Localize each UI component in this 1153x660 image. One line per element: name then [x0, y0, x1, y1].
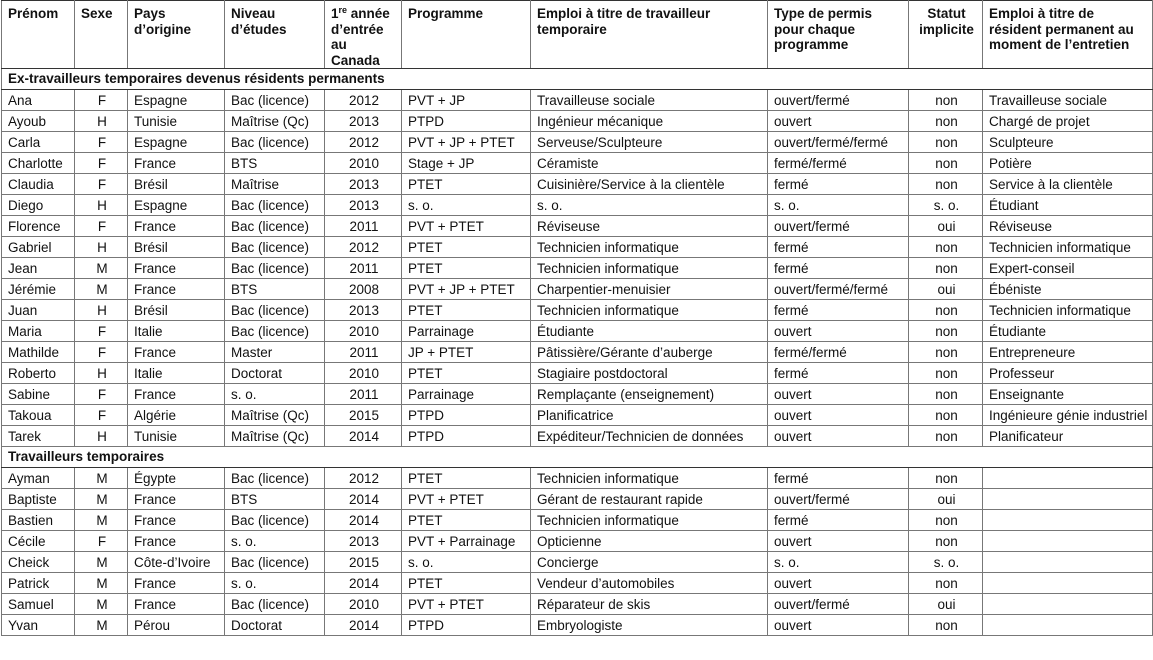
col-header-statut: Statut implicite	[909, 1, 983, 69]
cell-sexe: H	[75, 237, 128, 258]
cell-pays: Côte-d’Ivoire	[128, 552, 225, 573]
table-row	[2, 258, 1153, 279]
cell-emploi-temp: Technicien informatique	[531, 300, 768, 321]
col-header-sexe: Sexe	[75, 1, 128, 69]
cell-sexe: H	[75, 363, 128, 384]
col-header-pays: Pays d’origine	[128, 1, 225, 69]
cell-niveau: s. o.	[225, 531, 325, 552]
cell-emploi-temp: Planificatrice	[531, 405, 768, 426]
cell-emploi-temp: Réparateur de skis	[531, 594, 768, 615]
cell-sexe: F	[75, 90, 128, 111]
cell-permis: ouvert/fermé/fermé	[768, 279, 909, 300]
cell-annee: 2015	[325, 405, 402, 426]
cell-emploi-temp: Pâtissière/Gérante d’auberge	[531, 342, 768, 363]
cell-emploi-rp: Travailleuse sociale	[983, 90, 1153, 111]
cell-niveau: Bac (licence)	[225, 552, 325, 573]
cell-annee: 2014	[325, 489, 402, 510]
cell-sexe: M	[75, 510, 128, 531]
cell-niveau: Maîtrise	[225, 174, 325, 195]
cell-pays: France	[128, 531, 225, 552]
cell-programme: PTET	[402, 300, 531, 321]
cell-programme: Parrainage	[402, 384, 531, 405]
cell-permis: ouvert	[768, 426, 909, 447]
cell-statut: non	[909, 237, 983, 258]
cell-pays: Italie	[128, 363, 225, 384]
cell-emploi-rp: Étudiant	[983, 195, 1153, 216]
cell-emploi-rp: Service à la clientèle	[983, 174, 1153, 195]
cell-pays: France	[128, 594, 225, 615]
cell-pays: France	[128, 573, 225, 594]
cell-sexe: M	[75, 573, 128, 594]
cell-annee: 2011	[325, 342, 402, 363]
table-row	[2, 510, 1153, 531]
cell-prenom: Cécile	[2, 531, 75, 552]
table-row	[2, 594, 1153, 615]
cell-niveau: Bac (licence)	[225, 300, 325, 321]
cell-annee: 2014	[325, 615, 402, 636]
cell-programme: PVT + JP	[402, 90, 531, 111]
cell-sexe: M	[75, 489, 128, 510]
cell-niveau: Doctorat	[225, 363, 325, 384]
cell-annee: 2013	[325, 111, 402, 132]
cell-niveau: BTS	[225, 153, 325, 174]
cell-emploi-temp: Étudiante	[531, 321, 768, 342]
cell-emploi-rp	[983, 489, 1153, 510]
cell-annee: 2013	[325, 174, 402, 195]
cell-emploi-rp: Chargé de projet	[983, 111, 1153, 132]
cell-programme: PTET	[402, 510, 531, 531]
cell-prenom: Diego	[2, 195, 75, 216]
cell-emploi-temp: Vendeur d’automobiles	[531, 573, 768, 594]
cell-statut: s. o.	[909, 195, 983, 216]
table-row	[2, 321, 1153, 342]
cell-emploi-rp	[983, 552, 1153, 573]
cell-permis: ouvert	[768, 573, 909, 594]
cell-prenom: Yvan	[2, 615, 75, 636]
cell-programme: PVT + PTET	[402, 594, 531, 615]
cell-emploi-temp: Cuisinière/Service à la clientèle	[531, 174, 768, 195]
cell-annee: 2015	[325, 552, 402, 573]
table-body	[2, 69, 1153, 636]
cell-emploi-rp: Sculpteure	[983, 132, 1153, 153]
table-row	[2, 174, 1153, 195]
cell-prenom: Jérémie	[2, 279, 75, 300]
cell-sexe: F	[75, 153, 128, 174]
cell-statut: s. o.	[909, 552, 983, 573]
col-header-prenom: Prénom	[2, 1, 75, 69]
cell-annee: 2014	[325, 426, 402, 447]
cell-sexe: F	[75, 321, 128, 342]
table-row	[2, 531, 1153, 552]
col-header-programme: Programme	[402, 1, 531, 69]
cell-emploi-rp: Enseignante	[983, 384, 1153, 405]
cell-permis: fermé	[768, 237, 909, 258]
cell-statut: non	[909, 531, 983, 552]
cell-sexe: M	[75, 552, 128, 573]
cell-programme: PTPD	[402, 405, 531, 426]
cell-sexe: F	[75, 531, 128, 552]
cell-sexe: M	[75, 468, 128, 489]
cell-emploi-rp: Réviseuse	[983, 216, 1153, 237]
cell-programme: PTET	[402, 174, 531, 195]
cell-statut: non	[909, 132, 983, 153]
cell-programme: Parrainage	[402, 321, 531, 342]
cell-prenom: Bastien	[2, 510, 75, 531]
cell-niveau: Maîtrise (Qc)	[225, 405, 325, 426]
cell-niveau: Bac (licence)	[225, 195, 325, 216]
cell-pays: France	[128, 153, 225, 174]
cell-niveau: Bac (licence)	[225, 510, 325, 531]
cell-statut: non	[909, 468, 983, 489]
cell-sexe: H	[75, 426, 128, 447]
cell-sexe: M	[75, 258, 128, 279]
cell-prenom: Roberto	[2, 363, 75, 384]
cell-pays: Italie	[128, 321, 225, 342]
cell-pays: France	[128, 384, 225, 405]
cell-permis: ouvert	[768, 531, 909, 552]
cell-pays: Égypte	[128, 468, 225, 489]
cell-pays: Brésil	[128, 237, 225, 258]
cell-statut: non	[909, 300, 983, 321]
cell-prenom: Claudia	[2, 174, 75, 195]
cell-emploi-temp: Technicien informatique	[531, 258, 768, 279]
cell-programme: PTET	[402, 573, 531, 594]
cell-emploi-temp: Serveuse/Sculpteure	[531, 132, 768, 153]
participants-table	[1, 0, 1153, 636]
section-header-row	[2, 69, 1153, 90]
cell-pays: Algérie	[128, 405, 225, 426]
table-row	[2, 489, 1153, 510]
cell-permis: ouvert/fermé	[768, 90, 909, 111]
cell-pays: Espagne	[128, 195, 225, 216]
cell-permis: ouvert	[768, 111, 909, 132]
cell-permis: fermé	[768, 510, 909, 531]
cell-emploi-rp	[983, 531, 1153, 552]
cell-emploi-temp: Réviseuse	[531, 216, 768, 237]
cell-annee: 2011	[325, 258, 402, 279]
cell-emploi-temp: Expéditeur/Technicien de données	[531, 426, 768, 447]
cell-permis: ouvert	[768, 615, 909, 636]
cell-niveau: Doctorat	[225, 615, 325, 636]
cell-permis: fermé	[768, 363, 909, 384]
cell-statut: non	[909, 615, 983, 636]
cell-prenom: Mathilde	[2, 342, 75, 363]
cell-niveau: Bac (licence)	[225, 216, 325, 237]
cell-prenom: Carla	[2, 132, 75, 153]
cell-programme: s. o.	[402, 552, 531, 573]
cell-sexe: M	[75, 594, 128, 615]
cell-emploi-rp	[983, 510, 1153, 531]
cell-prenom: Maria	[2, 321, 75, 342]
table-row	[2, 279, 1153, 300]
cell-pays: Tunisie	[128, 111, 225, 132]
cell-annee: 2010	[325, 594, 402, 615]
cell-programme: PTET	[402, 363, 531, 384]
table-row	[2, 90, 1153, 111]
cell-niveau: BTS	[225, 489, 325, 510]
cell-niveau: s. o.	[225, 573, 325, 594]
cell-permis: ouvert	[768, 405, 909, 426]
cell-programme: PVT + PTET	[402, 489, 531, 510]
cell-annee: 2008	[325, 279, 402, 300]
cell-emploi-temp: Travailleuse sociale	[531, 90, 768, 111]
cell-niveau: Master	[225, 342, 325, 363]
col-header-annee	[325, 1, 402, 69]
col-header-emploi-resident: Emploi à titre de résident permanent au moment de l’entretien	[983, 1, 1153, 69]
cell-emploi-temp: Embryologiste	[531, 615, 768, 636]
cell-emploi-rp: Ingénieure génie industriel	[983, 405, 1153, 426]
cell-sexe: M	[75, 615, 128, 636]
cell-annee: 2011	[325, 216, 402, 237]
cell-programme: PTPD	[402, 426, 531, 447]
cell-emploi-rp	[983, 615, 1153, 636]
cell-niveau: Bac (licence)	[225, 258, 325, 279]
cell-pays: Espagne	[128, 132, 225, 153]
cell-prenom: Ayoub	[2, 111, 75, 132]
cell-emploi-rp: Ébéniste	[983, 279, 1153, 300]
cell-annee: 2013	[325, 195, 402, 216]
cell-sexe: F	[75, 384, 128, 405]
cell-annee: 2013	[325, 531, 402, 552]
cell-annee: 2012	[325, 132, 402, 153]
cell-niveau: Maîtrise (Qc)	[225, 111, 325, 132]
cell-niveau: Bac (licence)	[225, 90, 325, 111]
header-row	[2, 1, 1153, 69]
cell-annee: 2014	[325, 573, 402, 594]
cell-sexe: F	[75, 174, 128, 195]
cell-emploi-temp: Technicien informatique	[531, 237, 768, 258]
cell-sexe: H	[75, 300, 128, 321]
cell-annee: 2012	[325, 90, 402, 111]
table-row	[2, 405, 1153, 426]
cell-pays: France	[128, 489, 225, 510]
cell-emploi-rp	[983, 594, 1153, 615]
table-row	[2, 573, 1153, 594]
cell-annee: 2010	[325, 321, 402, 342]
table-row	[2, 552, 1153, 573]
section-header-row	[2, 447, 1153, 468]
table-row	[2, 384, 1153, 405]
cell-permis: fermé	[768, 258, 909, 279]
cell-statut: oui	[909, 216, 983, 237]
cell-statut: non	[909, 510, 983, 531]
cell-programme: PTPD	[402, 111, 531, 132]
cell-niveau: Bac (licence)	[225, 237, 325, 258]
cell-prenom: Samuel	[2, 594, 75, 615]
cell-annee: 2012	[325, 468, 402, 489]
cell-emploi-rp: Expert-conseil	[983, 258, 1153, 279]
cell-prenom: Baptiste	[2, 489, 75, 510]
cell-sexe: F	[75, 216, 128, 237]
cell-programme: PVT + Parrainage	[402, 531, 531, 552]
cell-emploi-rp: Technicien informatique	[983, 300, 1153, 321]
cell-statut: non	[909, 90, 983, 111]
cell-niveau: BTS	[225, 279, 325, 300]
table-row	[2, 195, 1153, 216]
cell-annee: 2012	[325, 237, 402, 258]
cell-permis: ouvert/fermé/fermé	[768, 132, 909, 153]
cell-sexe: H	[75, 195, 128, 216]
cell-annee: 2010	[325, 363, 402, 384]
cell-prenom: Jean	[2, 258, 75, 279]
table-row	[2, 132, 1153, 153]
cell-emploi-rp	[983, 468, 1153, 489]
cell-permis: ouvert/fermé	[768, 216, 909, 237]
cell-emploi-rp: Technicien informatique	[983, 237, 1153, 258]
cell-statut: oui	[909, 489, 983, 510]
cell-programme: PVT + JP + PTET	[402, 279, 531, 300]
cell-pays: Pérou	[128, 615, 225, 636]
table-row	[2, 300, 1153, 321]
cell-prenom: Florence	[2, 216, 75, 237]
cell-prenom: Patrick	[2, 573, 75, 594]
section-title: Travailleurs temporaires	[2, 447, 1153, 468]
cell-pays: Brésil	[128, 174, 225, 195]
cell-statut: non	[909, 258, 983, 279]
cell-permis: ouvert	[768, 384, 909, 405]
cell-programme: Stage + JP	[402, 153, 531, 174]
cell-permis: fermé/fermé	[768, 153, 909, 174]
cell-permis: fermé	[768, 300, 909, 321]
cell-emploi-temp: Ingénieur mécanique	[531, 111, 768, 132]
cell-statut: oui	[909, 279, 983, 300]
cell-programme: PVT + PTET	[402, 216, 531, 237]
cell-statut: non	[909, 384, 983, 405]
cell-statut: non	[909, 405, 983, 426]
cell-sexe: F	[75, 342, 128, 363]
table-row	[2, 237, 1153, 258]
cell-prenom: Charlotte	[2, 153, 75, 174]
table-row	[2, 426, 1153, 447]
cell-programme: PTPD	[402, 615, 531, 636]
cell-programme: PTET	[402, 237, 531, 258]
section-title: Ex-travailleurs temporaires devenus résidents permanents	[2, 69, 1153, 90]
cell-permis: fermé	[768, 468, 909, 489]
cell-prenom: Ayman	[2, 468, 75, 489]
cell-permis: s. o.	[768, 195, 909, 216]
cell-programme: PTET	[402, 258, 531, 279]
cell-programme: PTET	[402, 468, 531, 489]
cell-emploi-temp: Charpentier-menuisier	[531, 279, 768, 300]
cell-prenom: Ana	[2, 90, 75, 111]
cell-emploi-temp: Remplaçante (enseignement)	[531, 384, 768, 405]
cell-emploi-rp: Professeur	[983, 363, 1153, 384]
annee-superscript: re	[338, 5, 348, 15]
annee-label: année d’entrée au Canada	[331, 6, 390, 68]
cell-emploi-rp: Planificateur	[983, 426, 1153, 447]
cell-sexe: M	[75, 279, 128, 300]
table-row	[2, 153, 1153, 174]
cell-pays: France	[128, 342, 225, 363]
cell-permis: fermé	[768, 174, 909, 195]
table-row	[2, 342, 1153, 363]
cell-emploi-rp: Entrepreneure	[983, 342, 1153, 363]
cell-emploi-rp: Étudiante	[983, 321, 1153, 342]
cell-statut: non	[909, 153, 983, 174]
cell-prenom: Cheick	[2, 552, 75, 573]
cell-permis: s. o.	[768, 552, 909, 573]
cell-pays: Tunisie	[128, 426, 225, 447]
cell-permis: ouvert/fermé	[768, 594, 909, 615]
cell-statut: non	[909, 573, 983, 594]
cell-annee: 2011	[325, 384, 402, 405]
table-row	[2, 468, 1153, 489]
cell-emploi-rp: Potière	[983, 153, 1153, 174]
cell-permis: ouvert/fermé	[768, 489, 909, 510]
cell-prenom: Sabine	[2, 384, 75, 405]
cell-niveau: s. o.	[225, 384, 325, 405]
annee-number: 1	[331, 6, 339, 21]
cell-programme: JP + PTET	[402, 342, 531, 363]
cell-annee: 2010	[325, 153, 402, 174]
cell-prenom: Takoua	[2, 405, 75, 426]
cell-prenom: Juan	[2, 300, 75, 321]
col-header-niveau: Niveau d’études	[225, 1, 325, 69]
cell-statut: non	[909, 321, 983, 342]
cell-statut: oui	[909, 594, 983, 615]
cell-programme: PVT + JP + PTET	[402, 132, 531, 153]
table-row	[2, 216, 1153, 237]
cell-statut: non	[909, 174, 983, 195]
cell-annee: 2013	[325, 300, 402, 321]
cell-pays: Espagne	[128, 90, 225, 111]
cell-statut: non	[909, 342, 983, 363]
cell-emploi-rp	[983, 573, 1153, 594]
cell-emploi-temp: Stagiaire postdoctoral	[531, 363, 768, 384]
cell-niveau: Maîtrise (Qc)	[225, 426, 325, 447]
cell-pays: Brésil	[128, 300, 225, 321]
cell-emploi-temp: Technicien informatique	[531, 468, 768, 489]
table-row	[2, 363, 1153, 384]
cell-prenom: Tarek	[2, 426, 75, 447]
cell-sexe: F	[75, 132, 128, 153]
cell-emploi-temp: s. o.	[531, 195, 768, 216]
cell-emploi-temp: Concierge	[531, 552, 768, 573]
cell-statut: non	[909, 426, 983, 447]
cell-pays: France	[128, 279, 225, 300]
table-row	[2, 615, 1153, 636]
cell-emploi-temp: Opticienne	[531, 531, 768, 552]
cell-niveau: Bac (licence)	[225, 468, 325, 489]
cell-emploi-temp: Céramiste	[531, 153, 768, 174]
col-header-type-permis: Type de permis pour chaque programme	[768, 1, 909, 69]
col-header-emploi-temporaire: Emploi à titre de travailleur temporaire	[531, 1, 768, 69]
cell-emploi-temp: Gérant de restaurant rapide	[531, 489, 768, 510]
cell-niveau: Bac (licence)	[225, 321, 325, 342]
cell-permis: ouvert	[768, 321, 909, 342]
table-row	[2, 111, 1153, 132]
cell-pays: France	[128, 510, 225, 531]
cell-statut: non	[909, 363, 983, 384]
cell-pays: France	[128, 258, 225, 279]
cell-sexe: H	[75, 111, 128, 132]
cell-programme: s. o.	[402, 195, 531, 216]
cell-prenom: Gabriel	[2, 237, 75, 258]
cell-statut: non	[909, 111, 983, 132]
cell-pays: France	[128, 216, 225, 237]
cell-emploi-temp: Technicien informatique	[531, 510, 768, 531]
cell-permis: fermé/fermé	[768, 342, 909, 363]
cell-niveau: Bac (licence)	[225, 132, 325, 153]
cell-annee: 2014	[325, 510, 402, 531]
cell-sexe: F	[75, 405, 128, 426]
cell-niveau: Bac (licence)	[225, 594, 325, 615]
